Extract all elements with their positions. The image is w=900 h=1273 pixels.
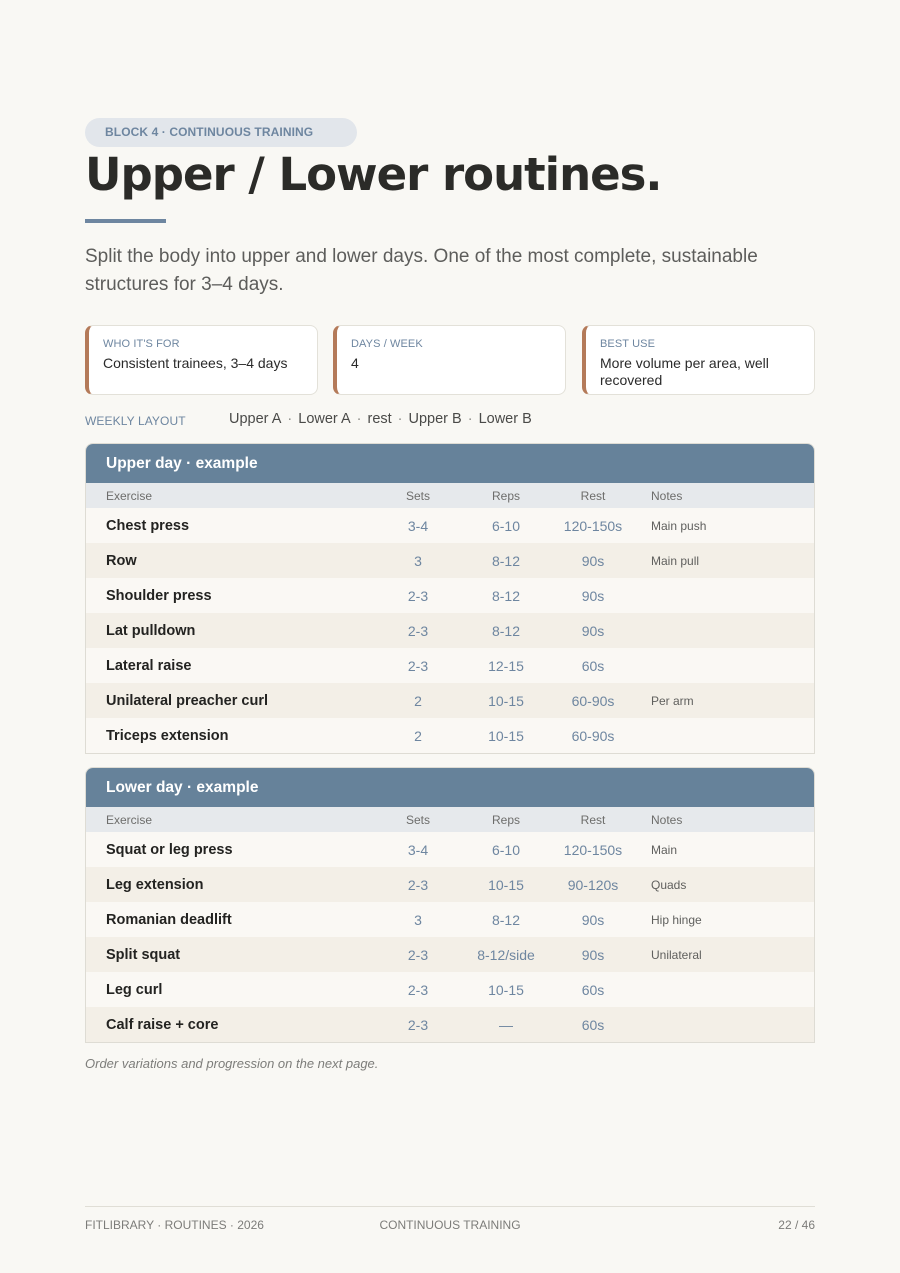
- reps-value: 6-10: [491, 517, 521, 534]
- exercise-name: Unilateral preacher curl: [106, 692, 268, 709]
- col-reps: Reps: [491, 488, 520, 503]
- reps-value: 10-15: [488, 876, 524, 893]
- column-headers: [86, 807, 814, 832]
- card-label: DAYS / WEEK: [351, 338, 423, 350]
- table-row: [86, 902, 814, 937]
- sets-value: 2-3: [407, 946, 429, 963]
- exercise-name: Split squat: [106, 946, 181, 963]
- separator-dot: ·: [287, 411, 293, 427]
- weekly-day: Lower B: [478, 411, 532, 427]
- col-rest: Rest: [580, 812, 606, 827]
- rest-value: 90s: [581, 911, 605, 928]
- table-row: [86, 972, 814, 1007]
- sets-value: 2: [414, 692, 422, 709]
- table-row: [86, 683, 814, 718]
- notes-value: Per arm: [651, 693, 694, 708]
- rest-value: 60-90s: [571, 727, 615, 744]
- card-value: More volume per area, well recovered: [600, 355, 769, 388]
- notes-value: Hip hinge: [651, 912, 702, 927]
- reps-value: 12-15: [488, 657, 524, 674]
- sets-value: 2: [414, 727, 422, 744]
- reps-value: 8-12: [491, 552, 521, 569]
- reps-value: 8-12: [491, 911, 521, 928]
- card-value: Consistent trainees, 3–4 days: [103, 355, 288, 371]
- info-card-who: [85, 325, 318, 395]
- exercise-name: Leg curl: [106, 981, 163, 998]
- section-eyebrow: BLOCK 4 · CONTINUOUS TRAINING: [85, 118, 357, 147]
- weekly-layout-label: WEEKLY LAYOUT: [85, 414, 186, 428]
- exercise-name: Shoulder press: [106, 587, 212, 604]
- weekly-sequence: [229, 411, 532, 427]
- sets-value: 3: [414, 552, 422, 569]
- sets-value: 2-3: [407, 1016, 429, 1033]
- weekly-layout: [85, 410, 815, 432]
- table-title: Lower day · example: [86, 768, 814, 807]
- title-underline: [85, 219, 166, 223]
- page: [85, 0, 815, 1273]
- lower-day-table: [85, 767, 815, 1043]
- exercise-name: Chest press: [106, 517, 190, 534]
- separator-dot: ·: [356, 411, 362, 427]
- separator-dot: ·: [397, 411, 403, 427]
- exercise-name: Row: [106, 552, 137, 569]
- card-value: 4: [351, 355, 359, 371]
- rest-value: 120-150s: [563, 841, 623, 858]
- footer-divider: [85, 1206, 815, 1207]
- rest-value: 60s: [581, 657, 605, 674]
- exercise-name: Calf raise + core: [106, 1016, 219, 1033]
- col-reps: Reps: [491, 812, 520, 827]
- sets-value: 2-3: [407, 981, 429, 998]
- table-row: [86, 508, 814, 543]
- table-row: [86, 832, 814, 867]
- footnote: Order variations and progression on the next page.: [85, 1056, 379, 1071]
- col-exercise: Exercise: [106, 488, 153, 503]
- reps-value: 10-15: [488, 692, 524, 709]
- card-label: WHO IT'S FOR: [103, 338, 180, 350]
- reps-value: 8-12/side: [477, 946, 535, 963]
- col-notes: Notes: [651, 488, 683, 503]
- reps-value: 10-15: [488, 981, 524, 998]
- sets-value: 2-3: [407, 587, 429, 604]
- col-sets: Sets: [405, 488, 430, 503]
- info-cards: [85, 325, 815, 395]
- footer-section: CONTINUOUS TRAINING: [379, 1218, 521, 1232]
- rest-value: 120-150s: [563, 517, 623, 534]
- table-row: [86, 937, 814, 972]
- exercise-name: Triceps extension: [106, 727, 229, 744]
- table-row: [86, 543, 814, 578]
- weekly-day: Lower A: [298, 411, 351, 427]
- table-row: [86, 1007, 814, 1042]
- column-headers: [86, 483, 814, 508]
- sets-value: 2-3: [407, 876, 429, 893]
- rest-value: 90s: [581, 587, 605, 604]
- rest-value: 90s: [581, 552, 605, 569]
- notes-value: Main pull: [651, 553, 700, 568]
- notes-value: Main: [651, 842, 678, 857]
- table-title: Upper day · example: [86, 444, 814, 483]
- separator-dot: ·: [467, 411, 473, 427]
- weekly-day: rest: [367, 411, 392, 427]
- info-card-best-use: [582, 325, 815, 395]
- reps-value: 10-15: [488, 727, 524, 744]
- page-footer: [85, 1218, 815, 1234]
- rest-value: 90s: [581, 946, 605, 963]
- col-notes: Notes: [651, 812, 683, 827]
- exercise-name: Romanian deadlift: [106, 911, 232, 928]
- table-row: [86, 648, 814, 683]
- notes-value: Main push: [651, 518, 707, 533]
- reps-value: —: [499, 1016, 513, 1033]
- rest-value: 90s: [581, 622, 605, 639]
- exercise-name: Lateral raise: [106, 657, 192, 674]
- reps-value: 8-12: [491, 622, 521, 639]
- rest-value: 90-120s: [567, 876, 619, 893]
- sets-value: 2-3: [407, 657, 429, 674]
- reps-value: 8-12: [491, 587, 521, 604]
- sets-value: 3-4: [407, 841, 429, 858]
- col-exercise: Exercise: [106, 812, 153, 827]
- page-title: Upper / Lower routines.: [85, 148, 662, 201]
- rest-value: 60s: [581, 981, 605, 998]
- table-row: [86, 718, 814, 753]
- weekly-day: Upper A: [229, 411, 282, 427]
- rest-value: 60-90s: [571, 692, 615, 709]
- info-card-days: [333, 325, 566, 395]
- page-number: 22 / 46: [778, 1218, 815, 1232]
- reps-value: 6-10: [491, 841, 521, 858]
- col-sets: Sets: [405, 812, 430, 827]
- sets-value: 3-4: [407, 517, 429, 534]
- table-row: [86, 867, 814, 902]
- exercise-name: Lat pulldown: [106, 622, 196, 639]
- sets-value: 2-3: [407, 622, 429, 639]
- notes-value: Quads: [651, 877, 687, 892]
- notes-value: Unilateral: [651, 947, 702, 962]
- sets-value: 3: [414, 911, 422, 928]
- intro-paragraph: Split the body into upper and lower days. One of the most complete, sustainable structures for 3–4 days.: [85, 246, 758, 295]
- col-rest: Rest: [580, 488, 606, 503]
- card-label: BEST USE: [600, 338, 656, 350]
- exercise-name: Squat or leg press: [106, 841, 233, 858]
- rest-value: 60s: [581, 1016, 605, 1033]
- table-row: [86, 578, 814, 613]
- footer-publication: FITLIBRARY · ROUTINES · 2026: [85, 1218, 264, 1232]
- weekly-day: Upper B: [408, 411, 462, 427]
- table-row: [86, 613, 814, 648]
- exercise-name: Leg extension: [106, 876, 204, 893]
- upper-day-table: [85, 443, 815, 754]
